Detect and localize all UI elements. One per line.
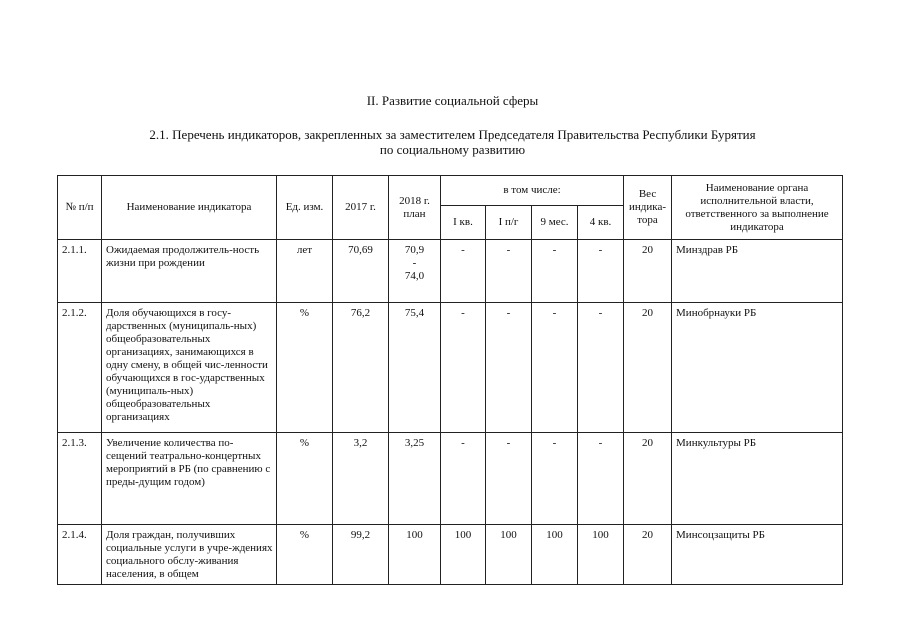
header-including: в том числе: <box>441 176 624 206</box>
row-q4: - <box>578 303 624 433</box>
row-q1: - <box>441 433 486 525</box>
row-9m: - <box>532 240 578 303</box>
row-h1: - <box>486 433 532 525</box>
row-q4: - <box>578 433 624 525</box>
header-h1: I п/г <box>486 206 532 240</box>
row-9m: - <box>532 433 578 525</box>
header-name: Наименование индикатора <box>102 176 277 240</box>
table-row <box>58 303 843 433</box>
row-h1: 100 <box>486 525 532 585</box>
row-org: Минкультуры РБ <box>672 433 843 525</box>
row-weight: 20 <box>624 240 672 303</box>
header-9m: 9 мес. <box>532 206 578 240</box>
row-2017: 76,2 <box>333 303 389 433</box>
list-title-line-2: по социальному развитию <box>379 142 526 157</box>
row-q1: - <box>441 240 486 303</box>
row-h1: - <box>486 240 532 303</box>
table-row <box>58 433 843 525</box>
row-num: 2.1.2. <box>58 303 102 433</box>
row-weight: 20 <box>624 303 672 433</box>
row-name: Увеличение количества по-сещений театрально-концертных мероприятий в РБ (по сравнению с преды-дущим годом) <box>102 433 277 525</box>
header-num: № п/п <box>58 176 102 240</box>
row-2017: 99,2 <box>333 525 389 585</box>
header-2018-plan: 2018 г. план <box>389 176 441 240</box>
row-name: Доля граждан, получивших социальные услуги в учре-ждениях социального обслу-живания населения, в общем <box>102 525 277 585</box>
table-row <box>58 240 843 303</box>
header-unit: Ед. изм. <box>277 176 333 240</box>
table-row <box>58 525 843 585</box>
row-num: 2.1.4. <box>58 525 102 585</box>
row-num: 2.1.1. <box>58 240 102 303</box>
row-num: 2.1.3. <box>58 433 102 525</box>
row-unit: % <box>277 525 333 585</box>
row-9m: 100 <box>532 525 578 585</box>
header-weight: Вес индика-тора <box>624 176 672 240</box>
row-weight: 20 <box>624 433 672 525</box>
header-2017: 2017 г. <box>333 176 389 240</box>
row-unit: лет <box>277 240 333 303</box>
row-plan: 75,4 <box>389 303 441 433</box>
row-h1: - <box>486 303 532 433</box>
row-plan-separator: - <box>412 257 417 269</box>
row-2017: 3,2 <box>333 433 389 525</box>
indicators-table <box>57 175 843 585</box>
header-q1: I кв. <box>441 206 486 240</box>
header-org: Наименование органа исполнительной власти, ответственного за выполнение индикатора <box>672 176 843 240</box>
row-org: Минздрав РБ <box>672 240 843 303</box>
row-2017: 70,69 <box>333 240 389 303</box>
row-plan: 100 <box>389 525 441 585</box>
row-weight: 20 <box>624 525 672 585</box>
row-org: Минобрнауки РБ <box>672 303 843 433</box>
row-q1: 100 <box>441 525 486 585</box>
row-plan: 3,25 <box>389 433 441 525</box>
row-plan-to: 74,0 <box>404 270 425 282</box>
section-title: II. Развитие социальной сферы <box>366 93 539 108</box>
row-name: Ожидаемая продолжитель-ность жизни при рождении <box>102 240 277 303</box>
row-org: Минсоцзащиты РБ <box>672 525 843 585</box>
row-q1: - <box>441 303 486 433</box>
header-q4: 4 кв. <box>578 206 624 240</box>
row-name: Доля обучающихся в госу-дарственных (муниципаль-ных) общеобразовательных организациях, занимающихся в одну смену, в общей чис-ленности обучающихся в гос-ударственных (муниципаль-ных) общеобразовательных организациях <box>102 303 277 433</box>
row-plan <box>389 240 441 303</box>
row-unit: % <box>277 433 333 525</box>
row-unit: % <box>277 303 333 433</box>
row-q4: 100 <box>578 525 624 585</box>
row-plan-from: 70,9 <box>404 244 425 256</box>
list-title <box>0 127 905 157</box>
table-header-row-1 <box>58 176 843 206</box>
row-q4: - <box>578 240 624 303</box>
row-9m: - <box>532 303 578 433</box>
list-title-line-1: 2.1. Перечень индикаторов, закрепленных за заместителем Председателя Правительства Республики Бурятия <box>149 127 756 142</box>
